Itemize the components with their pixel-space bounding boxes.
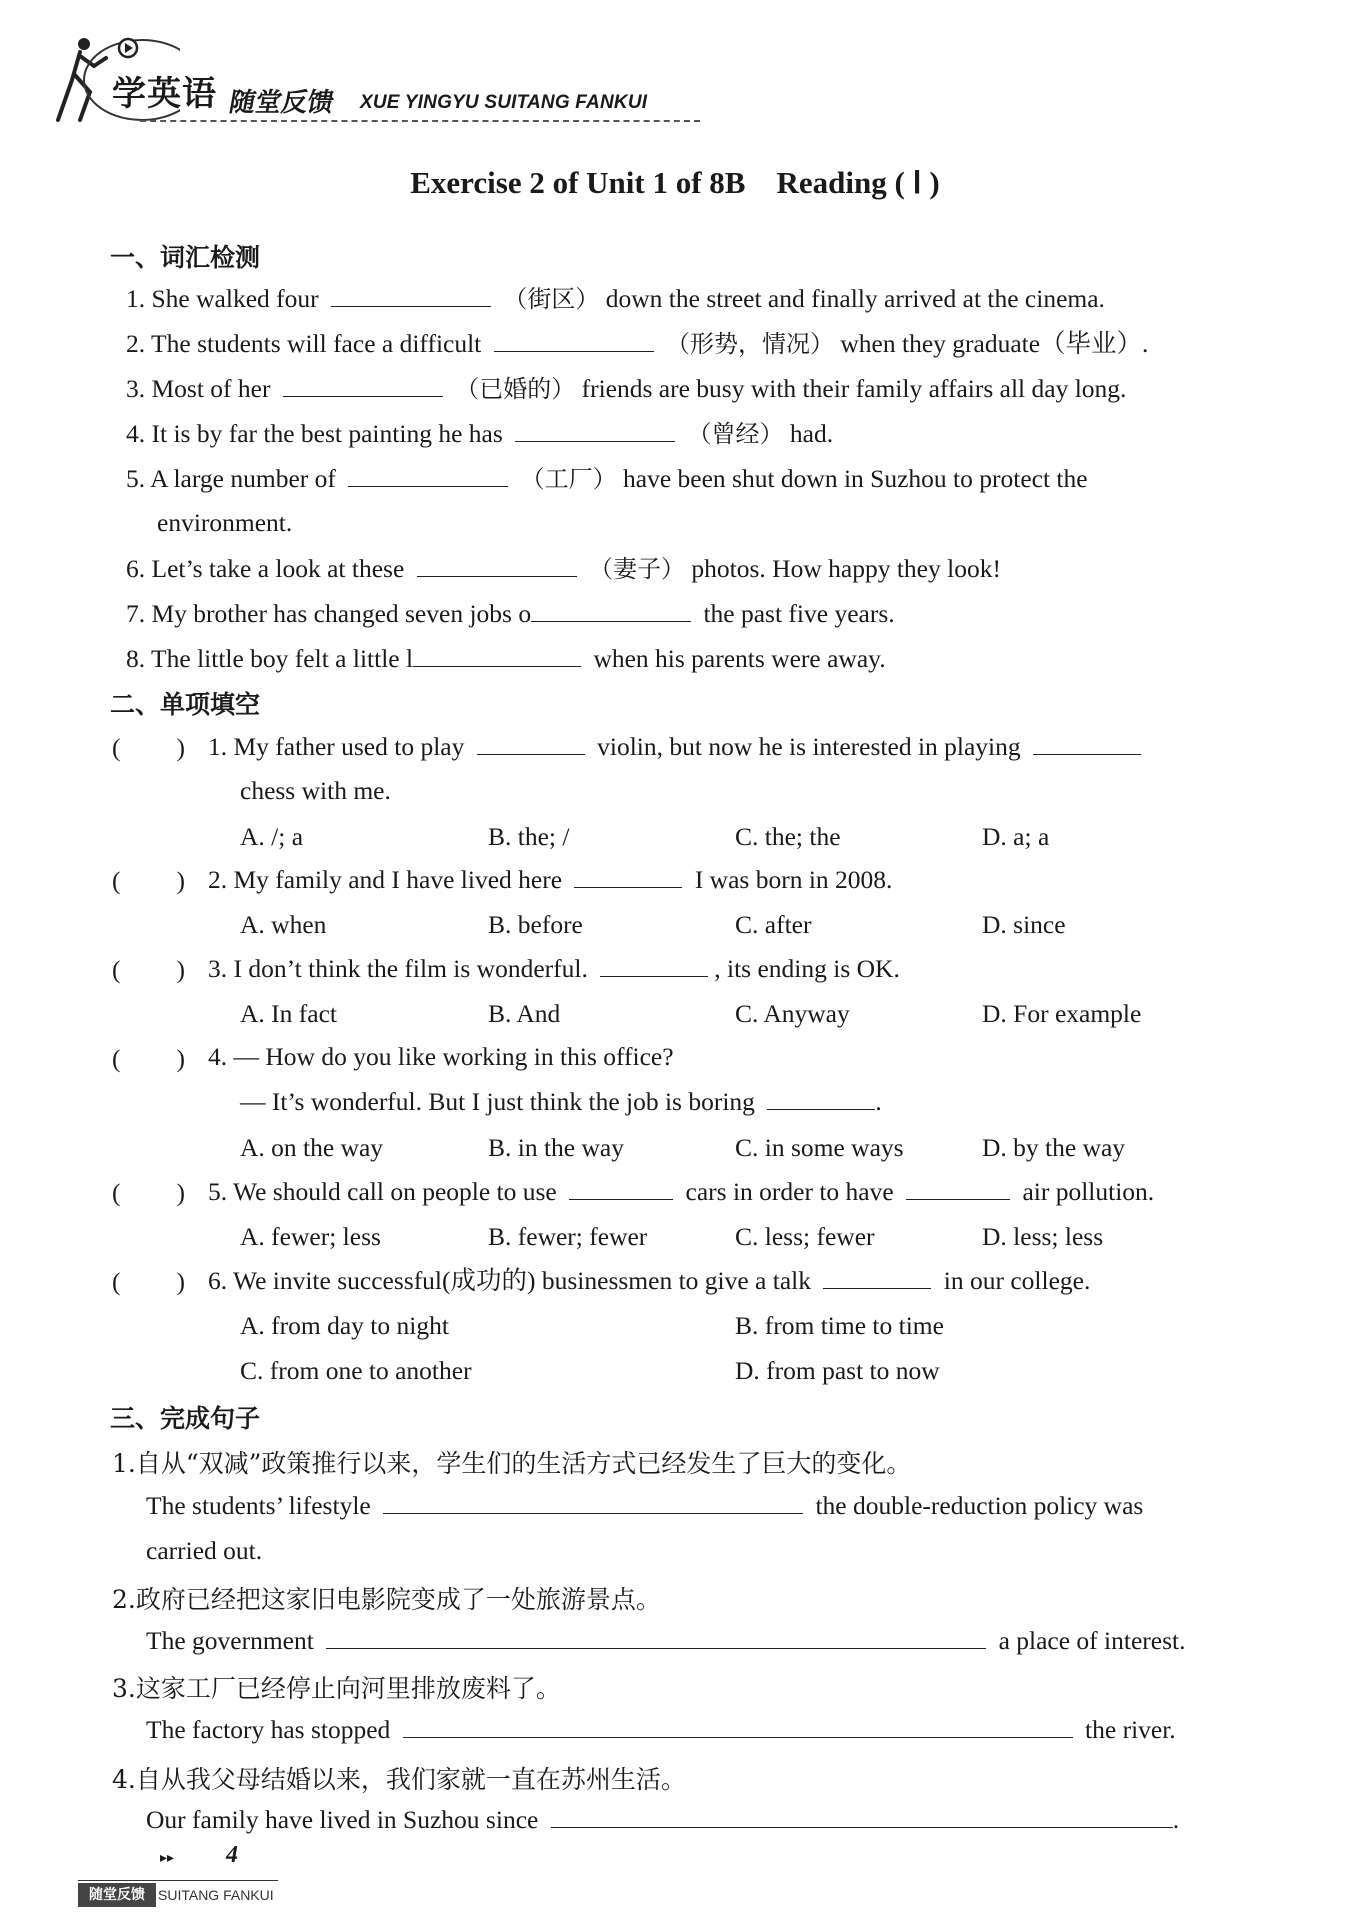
mc-question-continuation: chess with me. [240,776,391,805]
option-c: C. from one to another [240,1356,472,1385]
vocab-item-continuation: environment. [157,508,293,537]
answer-blank[interactable] [551,1806,1173,1828]
answer-blank[interactable] [413,645,581,667]
question-text: in our college. [943,1266,1091,1295]
item-number: 4. [112,1765,136,1794]
option-b: B. in the way [488,1133,624,1162]
chinese-sentence: 自从我父母结婚以来，我们家就一直在苏州生活。 [135,1765,686,1794]
answer-blank[interactable] [515,420,675,442]
translation-prompt [112,1760,686,1796]
mc-question [208,1044,674,1070]
answer-blank[interactable] [767,1088,875,1110]
answer-paren[interactable]: ( ) [112,1044,185,1073]
footer [78,1842,298,1920]
item-text: The students will face a difficult [151,329,482,358]
page-title: Exercise 2 of Unit 1 of 8B Reading ( Ⅰ ) [410,165,940,200]
answer-blank[interactable] [494,330,654,352]
question-number: 4. [208,1042,228,1071]
translation-answer-line [146,1627,1185,1654]
option-d: D. For example [982,999,1142,1028]
item-text: My brother has changed seven jobs o [151,599,532,628]
option-b: B. the; / [488,822,570,851]
answer-blank[interactable] [569,1178,673,1200]
option-d: D. a; a [982,822,1050,851]
question-text: I don’t think the film is wonderful. [233,954,588,983]
answer-blank[interactable] [906,1178,1010,1200]
option-d: D. since [982,910,1066,939]
footer-series-badge: 随堂反馈 [78,1883,156,1907]
section-heading-multiple-choice: 二、单项填空 [110,690,261,719]
item-number: 3. [112,1674,136,1703]
item-text: A large number of [150,464,336,493]
logo-chinese-subtitle: 随堂反馈 [226,88,337,118]
header-divider [140,120,700,122]
page-number: 4 [226,1842,238,1868]
vocab-item [126,420,833,447]
answer-blank[interactable] [383,1492,803,1514]
answer-blank[interactable] [417,555,577,577]
header [50,30,670,130]
answer-blank[interactable] [477,733,585,755]
mc-question-continuation [240,1088,882,1115]
option-a: A. /; a [240,822,304,851]
translation-prompt [112,1444,911,1480]
question-number: 3. [208,954,228,983]
item-text: have been shut down in Suzhou to protect the [623,464,1088,493]
footer-series-pinyin: SUITANG FANKUI [158,1887,274,1903]
option-a: A. from day to night [240,1311,449,1340]
option-b: B. from time to time [735,1311,944,1340]
footer-divider [78,1880,278,1881]
option-c: C. less; fewer [735,1222,875,1251]
translation-prompt [112,1580,661,1616]
option-b: B. And [488,999,561,1028]
item-hint: （工厂） [520,465,617,493]
question-text: — How do you like working in this office? [233,1042,674,1071]
item-hint: （妻子） [589,555,686,583]
item-number: 3. [126,374,146,403]
answer-blank[interactable] [331,285,491,307]
question-number: 1. [208,732,228,761]
option-d: D. less; less [982,1222,1104,1251]
option-c: C. in some ways [735,1133,904,1162]
question-text: My father used to play [233,732,465,761]
option-d: D. by the way [982,1133,1126,1162]
answer-blank[interactable] [283,375,443,397]
answer-blank[interactable] [574,866,682,888]
item-text: Our family have lived in Suzhou since [146,1805,539,1834]
item-text: when they graduate（毕业）. [840,329,1149,358]
vocab-item [126,375,1126,402]
item-text: the past five years. [703,599,895,628]
vocab-item [126,645,886,672]
item-text: a place of interest. [998,1626,1186,1655]
answer-paren[interactable]: ( ) [112,1267,185,1296]
question-text: We should call on people to use [233,1177,557,1206]
mc-question [208,955,900,982]
mc-question [208,1267,1090,1294]
item-hint: （形势，情况） [666,330,835,358]
question-text: violin, but now he is interested in playing [597,732,1021,761]
item-hint: （已婚的） [455,375,576,403]
answer-blank[interactable] [531,600,691,622]
answer-blank[interactable] [1033,733,1141,755]
item-text: the double-reduction policy was [815,1491,1144,1520]
option-a: A. fewer; less [240,1222,381,1251]
question-text: I was born in 2008. [694,865,893,894]
item-number: 5. [126,464,146,493]
translation-answer-line [146,1492,1143,1519]
item-text: the river. [1085,1715,1176,1744]
question-number: 5. [208,1177,228,1206]
item-text: Let’s take a look at these [151,554,405,583]
mc-question [208,866,892,893]
vocab-item [126,600,895,627]
item-text: friends are busy with their family affairs all day long. [581,374,1127,403]
option-a: A. In fact [240,999,337,1028]
answer-blank[interactable] [348,465,508,487]
item-text: The little boy felt a little l [151,644,414,673]
item-number: 6. [126,554,146,583]
item-text: had. [789,419,834,448]
item-text: down the street and finally arrived at the cinema. [605,284,1105,313]
option-a: A. when [240,910,327,939]
vocab-item [126,555,1001,582]
option-d: D. from past to now [735,1356,940,1385]
answer-blank[interactable] [600,955,708,977]
answer-paren[interactable]: ( ) [112,733,185,762]
question-text: cars in order to have [685,1177,894,1206]
question-text: , its ending is OK. [714,954,900,983]
double-arrow-icon: ▸▸ [160,1850,175,1866]
question-text: air pollution. [1022,1177,1155,1206]
answer-blank[interactable] [823,1267,931,1289]
vocab-item [126,465,1088,492]
chinese-sentence: 政府已经把这家旧电影院变成了一处旅游景点。 [135,1585,661,1614]
option-a: A. on the way [240,1133,384,1162]
item-number: 2. [112,1585,136,1614]
item-text: The students’ lifestyle [146,1491,371,1520]
item-text: She walked four [151,284,319,313]
question-text: We invite successful(成功的) businessmen to give a talk [233,1266,811,1295]
item-number: 1. [126,284,146,313]
option-b: B. before [488,910,583,939]
translation-answer-continuation: carried out. [146,1536,263,1565]
section-heading-complete-sentences: 三、完成句子 [110,1404,261,1433]
item-text: Most of her [151,374,271,403]
vocab-item [126,285,1105,312]
item-text: The factory has stopped [146,1715,391,1744]
option-c: C. Anyway [735,999,850,1028]
mc-question [208,1178,1154,1205]
item-text: when his parents were away. [593,644,886,673]
option-c: C. the; the [735,822,841,851]
vocab-item [126,330,1148,357]
question-number: 6. [208,1266,228,1295]
item-number: 1. [112,1449,136,1478]
chinese-sentence: 这家工厂已经停止向河里排放废料了。 [135,1674,561,1703]
item-text: . [1172,1805,1180,1834]
logo-chinese-title: 学英语 [112,74,217,114]
question-text: . [875,1087,882,1116]
item-number: 2. [126,329,146,358]
item-hint: （曾经） [687,420,784,448]
item-number: 4. [126,419,146,448]
logo-pinyin-title: XUE YINGYU SUITANG FANKUI [360,92,648,113]
item-number: 7. [126,599,146,628]
translation-prompt [112,1669,561,1705]
item-text: It is by far the best painting he has [151,419,503,448]
item-hint: （街区） [503,285,600,313]
question-text: My family and I have lived here [233,865,563,894]
translation-answer-line [146,1806,1179,1833]
item-number: 8. [126,644,146,673]
question-number: 2. [208,865,228,894]
answer-paren[interactable]: ( ) [112,1178,185,1207]
item-text: photos. How happy they look! [691,554,1001,583]
option-c: C. after [735,910,812,939]
option-b: B. fewer; fewer [488,1222,648,1251]
translation-answer-line [146,1716,1176,1743]
chinese-sentence: 自从“双减”政策推行以来，学生们的生活方式已经发生了巨大的变化。 [135,1449,912,1478]
answer-blank[interactable] [403,1716,1073,1738]
section-heading-vocabulary: 一、词汇检测 [110,243,261,272]
mc-question [208,733,1147,760]
item-text: The government [146,1626,314,1655]
answer-paren[interactable]: ( ) [112,955,185,984]
answer-paren[interactable]: ( ) [112,866,185,895]
answer-blank[interactable] [326,1627,986,1649]
question-text: — It’s wonderful. But I just think the job is boring [240,1087,755,1116]
